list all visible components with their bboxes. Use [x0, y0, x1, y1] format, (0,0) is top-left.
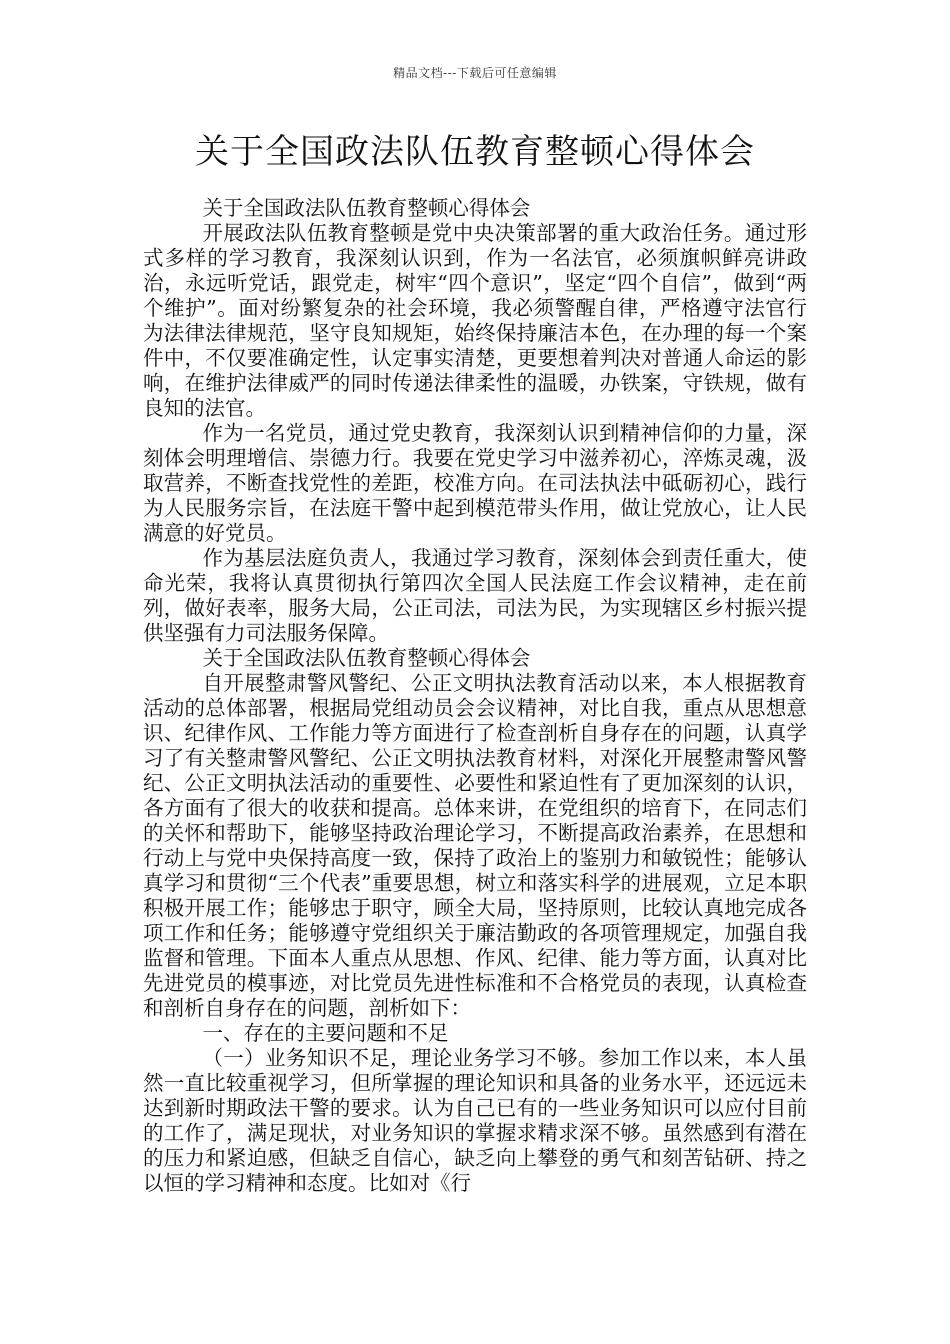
header-note: 精品文档---下载后可任意编辑 [393, 66, 557, 80]
paragraph: （一）业务知识不足，理论业务学习不够。参加工作以来，本人虽然一直比较重视学习，但所掌握的理论知识和具备的业务水平，还远远未达到新时期政法干警的要求。认为自己已有的一些业务知识可以应付目前的工作了，满足现状，对业务知识的掌握求精求深不够。虽然感到有潜在的压力和紧迫感，但缺乏自信心，缺乏向上攀登的勇气和刻苦钻研、持之以恒的学习精神和态度。比如对《行 [143, 1046, 807, 1195]
paragraph: 关于全国政法队伍教育整顿心得体会 [202, 646, 531, 670]
paragraph: 作为基层法庭负责人，我通过学习教育，深刻体会到责任重大，使命光荣，我将认真贯彻执行第四次全国人民法庭工作会议精神，走在前列，做好表率，服务大局，公正司法，司法为民，为实现辖区乡村振兴提供坚强有力司法服务保障。 [143, 546, 807, 645]
paragraph: 关于全国政法队伍教育整顿心得体会 [202, 196, 531, 220]
section-heading: 一、存在的主要问题和不足 [202, 1021, 449, 1045]
paragraph: 作为一名党员，通过党史教育，我深刻认识到精神信仰的力量，深刻体会明理增信、崇德力行。我要在党史学习中滋养初心，淬炼灵魂，汲取营养，不断查找党性的差距，校准方向。在司法执法中砥砺初心，践行为人民服务宗旨，在法庭干警中起到模范带头作用，做让党放心，让人民满意的好党员。 [143, 421, 807, 545]
paragraph: 开展政法队伍教育整顿是党中央决策部署的重大政治任务。通过形式多样的学习教育，我深刻认识到，作为一名法官，必须旗帜鲜亮讲政治，永远听党话，跟党走，树牢“四个意识”，坚定“四个自信”，做到“两个维护”。面对纷繁复杂的社会环境，我必须警醒自律，严格遵守法官行为法律法律规范，坚守良知规矩，始终保持廉洁本色，在办理的每一个案件中，不仅要准确定性，认定事实清楚，更要想着判决对普通人命运的影响，在维护法律威严的同时传递法律柔性的温暖，办铁案，守铁规，做有良知的法官。 [143, 221, 807, 420]
document-title: 关于全国政法队伍教育整顿心得体会 [195, 132, 755, 172]
paragraph: 自开展整肃警风警纪、公正文明执法教育活动以来，本人根据教育活动的总体部署，根据局党组动员会会议精神，对比自我，重点从思想意识、纪律作风、工作能力等方面进行了检查剖析自身存在的问题，认真学习了有关整肃警风警纪、公正文明执法教育材料，对深化开展整肃警风警纪、公正文明执法活动的重要性、必要性和紧迫性有了更加深刻的认识，各方面有了很大的收获和提高。总体来讲，在党组织的培育下，在同志们的关怀和帮助下，能够坚持政治理论学习，不断提高政治素养，在思想和行动上与党中央保持高度一致，保持了政治上的鉴别力和敏锐性；能够认真学习和贯彻“三个代表”重要思想，树立和落实科学的进展观，立足本职积极开展工作；能够忠于职守，顾全大局，坚持原则，比较认真地完成各项工作和任务；能够遵守党组织关于廉洁勤政的各项管理规定，加强自我监督和管理。下面本人重点从思想、作风、纪律、能力等方面，认真对比先进党员的模事迹，对比党员先进性标准和不合格党员的表现，认真检查和剖析自身存在的问题，剖析如下： [143, 671, 807, 1020]
document-body [143, 196, 807, 1196]
